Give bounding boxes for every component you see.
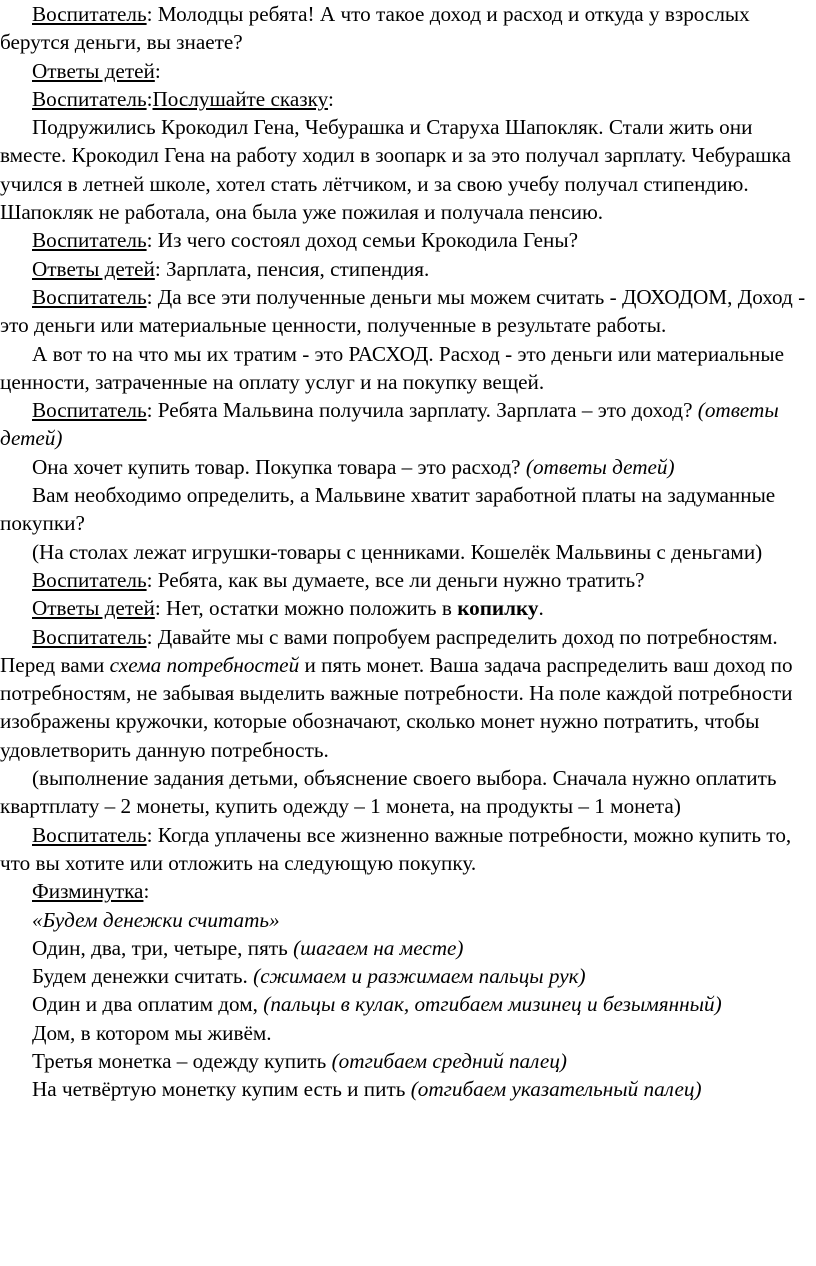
paragraph-teacher-conclusion	[0, 821, 812, 878]
paragraph-malvina-purchase	[0, 453, 812, 481]
paragraph-text: : Нет, остатки можно положить в	[154, 596, 458, 621]
poem-line	[0, 934, 812, 962]
poem-line	[0, 1019, 812, 1047]
speaker-teacher: Воспитатель	[32, 398, 147, 423]
movement-note: (шагаем на месте)	[293, 935, 464, 960]
paragraph-text: : Молодцы ребята! А что такое доход и расход и откуда у взрослых берутся деньги, вы знаете?	[0, 2, 750, 55]
speaker-children: Ответы детей	[32, 58, 155, 83]
paragraph-text: : Давайте мы с вами попробуем распределить доход по потребностям. Перед вами	[0, 624, 778, 677]
paragraph-text: :	[154, 58, 161, 83]
paragraph-text: : Ребята, как вы думаете, все ли деньги нужно тратить?	[146, 567, 645, 592]
poem-line	[0, 1075, 812, 1103]
paragraph-expense-definition	[0, 340, 812, 397]
speaker-teacher: Воспитатель	[32, 567, 147, 592]
paragraph-teacher-question	[0, 0, 812, 57]
poem-line-text: Дом, в котором мы живём.	[32, 1020, 272, 1045]
poem-title: «Будем денежки считать»	[32, 907, 280, 932]
stage-note: (ответы детей)	[0, 398, 779, 451]
speaker-children: Ответы детей	[32, 256, 155, 281]
paragraph-task-execution	[0, 764, 812, 821]
paragraph-text: :	[327, 86, 334, 111]
stage-note: (ответы детей)	[525, 454, 675, 479]
paragraph-text: Подружились Крокодил Гена, Чебурашка и Старуха Шапокляк. Стали жить они вместе. Крокодил Гена на работу ходил в зоопарк и за это получал зарплату. Чебурашка учился в летней школе, хотел стать лётчиком, и за свою учебу получал стипендию. Шапокляк не работала, она была уже пожилая и получала пенсию.	[0, 115, 791, 225]
paragraph-children-piggybank	[0, 594, 812, 622]
paragraph-teacher-spend-question	[0, 566, 812, 594]
paragraph-setup-note	[0, 538, 812, 566]
paragraph-teacher-income-question	[0, 226, 812, 254]
paragraph-teacher-income-definition	[0, 283, 812, 340]
movement-note: (отгибаем указательный палец)	[410, 1077, 702, 1102]
poem-line-text: Один, два, три, четыре, пять	[32, 935, 294, 960]
poem-line-text: Один и два оплатим дом,	[32, 992, 264, 1017]
speaker-teacher: Воспитатель	[32, 822, 147, 847]
paragraph-text: : Да все эти полученные деньги мы можем считать - ДОХОДОМ, Доход - это деньги или материальные ценности, полученные в результате работы.	[0, 284, 806, 338]
paragraph-task	[0, 481, 812, 538]
movement-note: (отгибаем средний палец)	[331, 1048, 567, 1073]
speaker-teacher: Воспитатель	[32, 284, 147, 309]
paragraph-listen-tale	[0, 85, 812, 113]
paragraph-text: : Из чего состоял доход семьи Крокодила Гены?	[146, 228, 578, 253]
paragraph-fizminutka	[0, 877, 812, 905]
speaker-teacher: Воспитатель	[32, 228, 147, 253]
paragraph-teacher-malvina-salary	[0, 396, 812, 453]
paragraph-text: А вот то на что мы их тратим - это РАСХОД. Расход - это деньги или материальные ценности, затраченные на оплату услуг и на покупку вещей.	[0, 341, 784, 394]
paragraph-text: : Зарплата, пенсия, стипендия.	[154, 256, 430, 281]
paragraph-text: Она хочет купить товар. Покупка товара – это расход?	[32, 454, 526, 479]
paragraph-teacher-needs-task	[0, 623, 812, 764]
poem-line-text: Будем денежки считать.	[32, 964, 254, 989]
movement-note: (пальцы в кулак, отгибаем мизинец и безымянный)	[263, 992, 722, 1017]
paragraph-children-income-answer	[0, 255, 812, 283]
paragraph-text: Вам необходимо определить, а Мальвине хватит заработной платы на задуманные покупки?	[0, 483, 776, 536]
paragraph-text: :	[143, 879, 150, 904]
poem-line	[0, 990, 812, 1018]
separator: :	[146, 86, 153, 111]
paragraph-children-answers	[0, 57, 812, 85]
listen-tale-label: Послушайте сказку	[152, 86, 328, 111]
paragraph-text: (На столах лежат игрушки-товары с ценниками. Кошелёк Мальвины с деньгами)	[32, 539, 763, 564]
speaker-teacher: Воспитатель	[32, 624, 147, 649]
paragraph-text: (выполнение задания детьми, объяснение своего выбора. Сначала нужно оплатить квартплату – 2 монеты, купить одежду – 1 монета, на продукты – 1 монета)	[0, 766, 777, 819]
poem-line-text: Третья монетка – одежду купить	[32, 1048, 332, 1073]
fizminutka-label: Физминутка	[32, 879, 144, 904]
poem-line	[0, 962, 812, 990]
speaker-children: Ответы детей	[32, 596, 155, 621]
poem-line	[0, 1047, 812, 1075]
paragraph-text: : Ребята Мальвина получила зарплату. Зарплата – это доход?	[146, 398, 698, 423]
paragraph-text: .	[538, 596, 544, 621]
speaker-teacher: Воспитатель	[32, 86, 147, 111]
paragraph-tale	[0, 113, 812, 226]
piggybank-word: копилку	[457, 596, 539, 621]
needs-scheme-term: схема потребностей	[109, 652, 300, 677]
poem-line-text: На четвёртую монетку купим есть и пить	[32, 1077, 411, 1102]
movement-note: (сжимаем и разжимаем пальцы рук)	[253, 964, 586, 989]
speaker-teacher: Воспитатель	[32, 2, 147, 26]
paragraph-text: : Когда уплачены все жизненно важные потребности, можно купить то, что вы хотите или отложить на следующую покупку.	[0, 822, 792, 875]
paragraph-text: и пять монет. Ваша задача распределить ваш доход по потребностям, не забывая выделить важные потребности. На поле каждой потребности изображены кружочки, которые обозначают, сколько монет нужно потратить, чтобы удовлетворить данную потребность.	[0, 652, 793, 762]
